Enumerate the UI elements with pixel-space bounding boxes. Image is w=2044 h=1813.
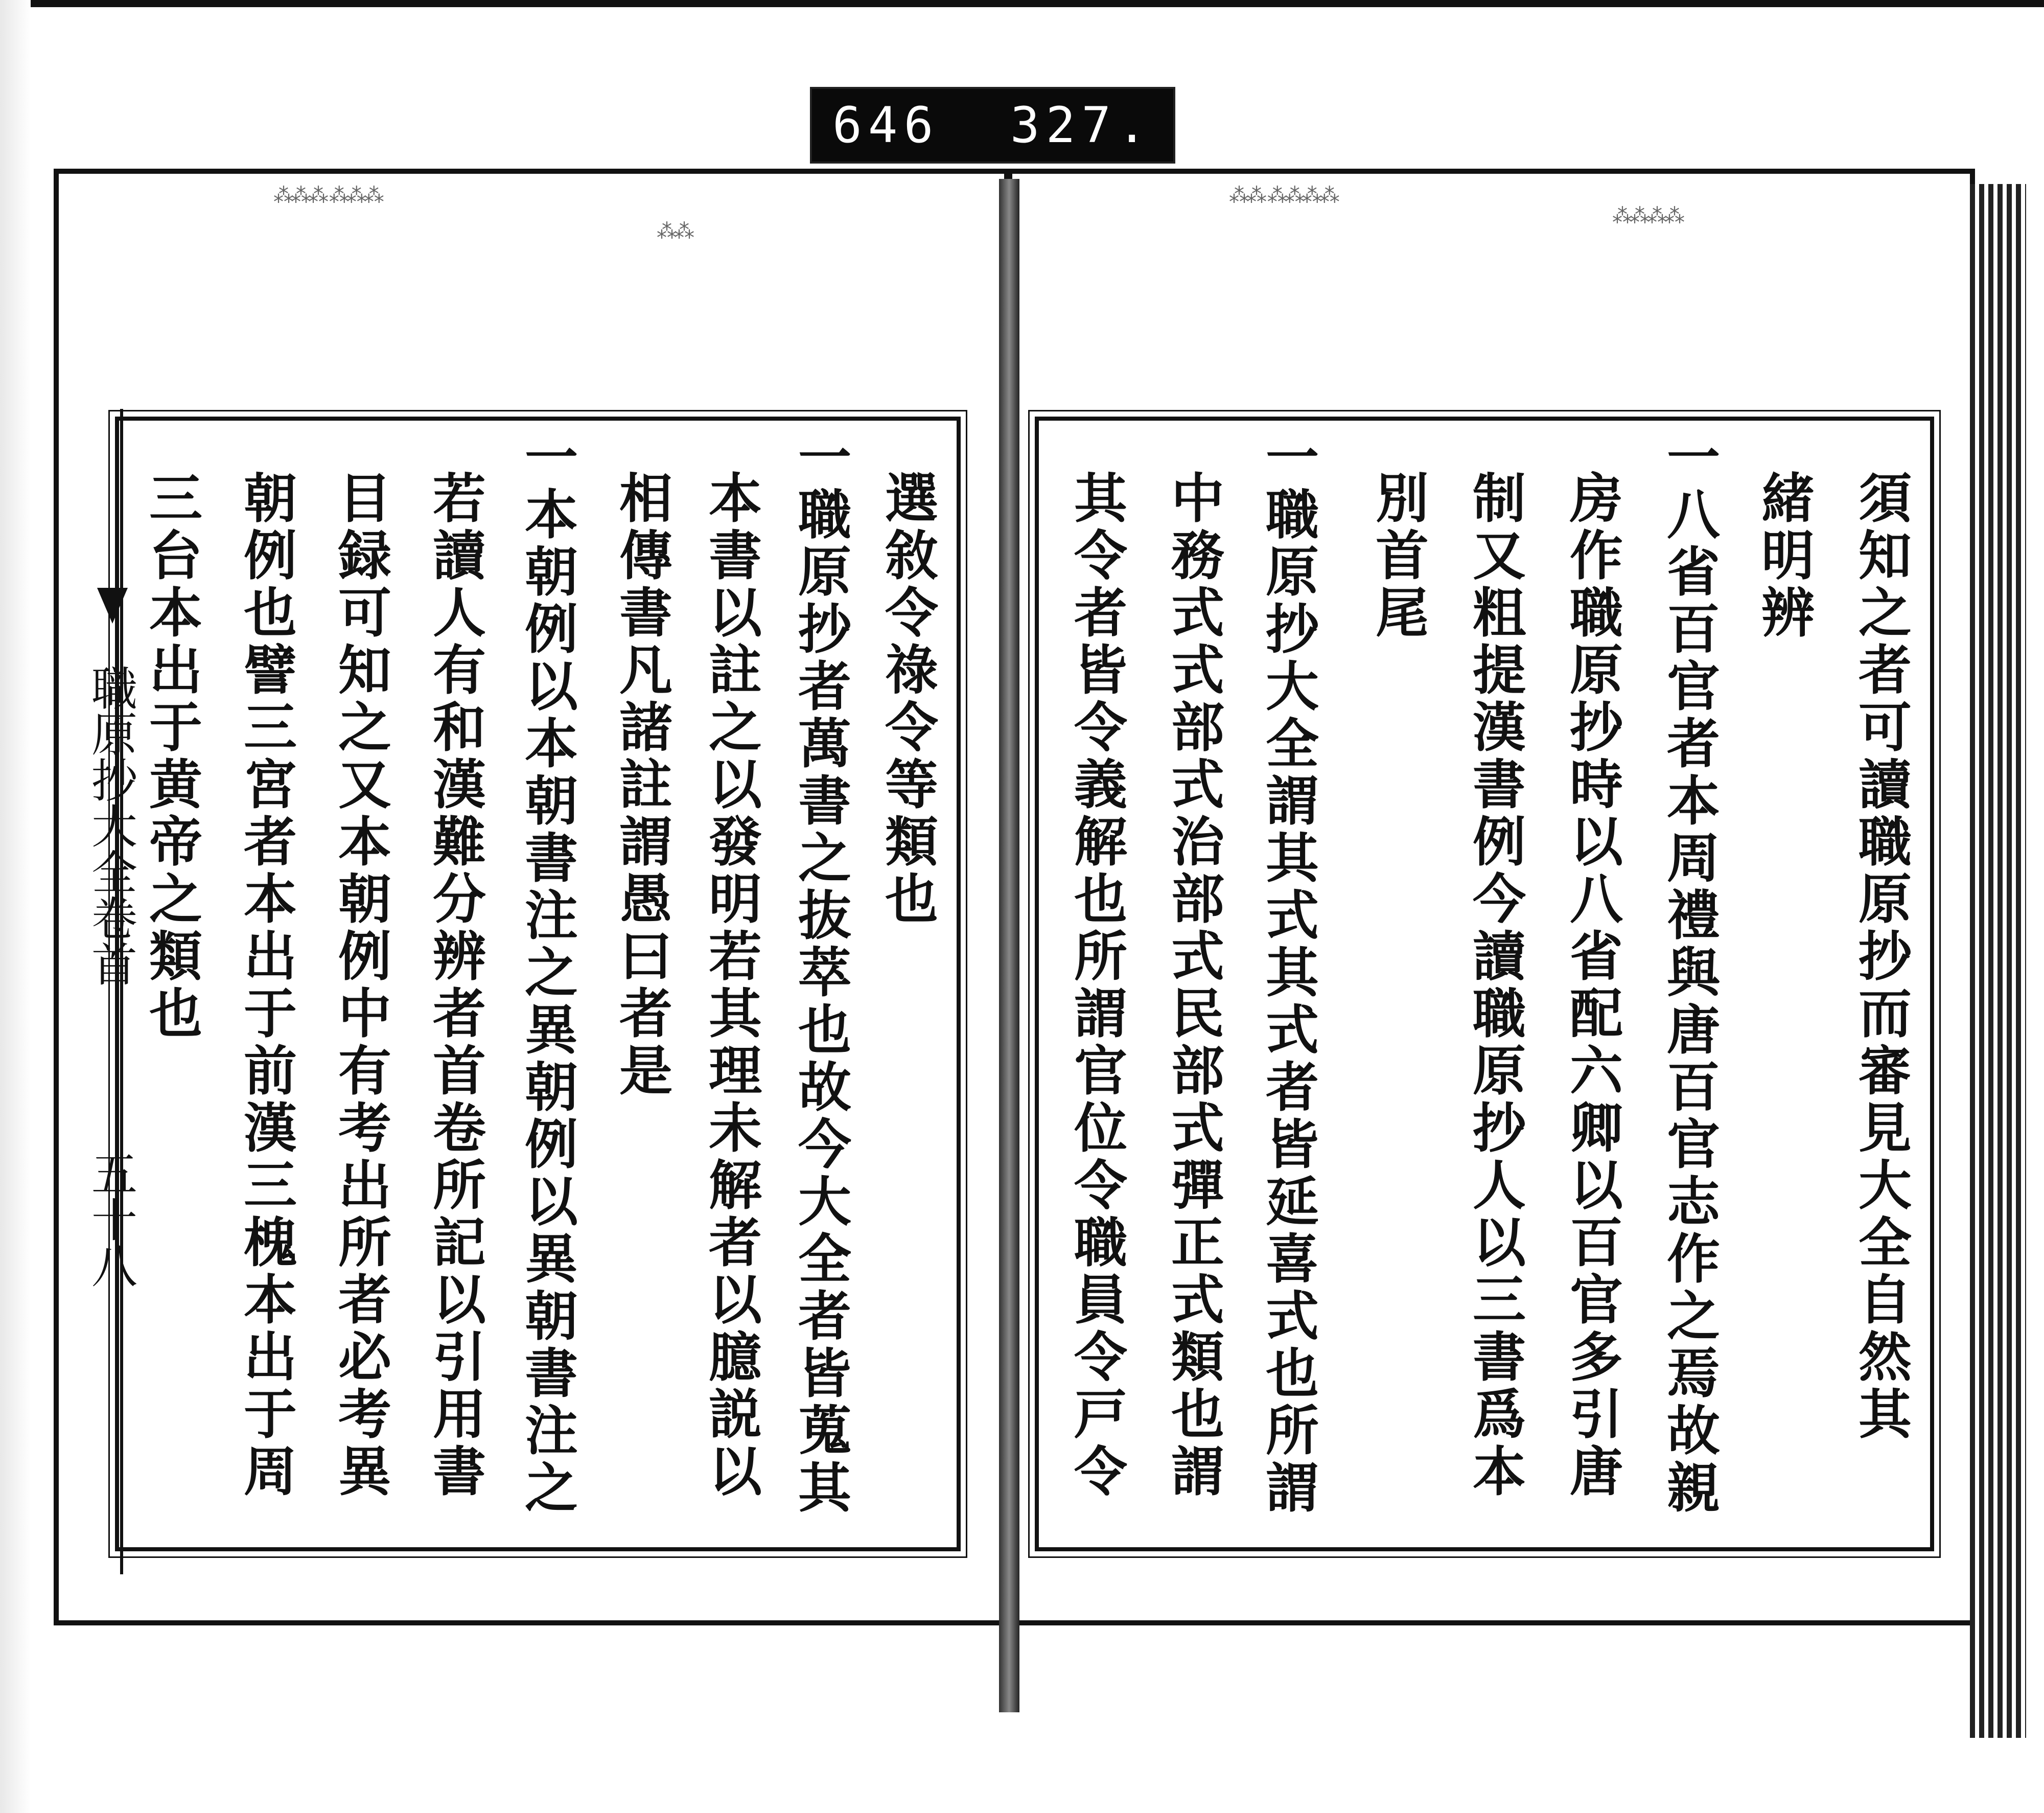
right-column-8 [1163,470,1224,1595]
column-text: 別首尾 [1366,470,1429,642]
column-text: 制又粗提漢書例今讀職原抄人以三書爲本 [1464,470,1526,1501]
banxin-title: 職原抄大全卷首 [83,664,137,986]
archive-label-left-number: 646 [832,97,940,154]
archive-label-right-number: 327. [1010,97,1153,154]
left-column-4 [611,470,672,1595]
scan-shadow [0,0,31,1813]
left-column-1 [876,470,938,1595]
column-text: 八省百官者本周禮與唐百官志作之焉故親 [1658,487,1721,1517]
column-text: 選敘令祿令等類也 [876,470,939,928]
item-marker: 一 [1257,429,1319,487]
left-column-6 [424,470,485,1595]
scan-top-edge [0,0,2044,7]
column-text: 本朝例以本朝書注之異朝例以異朝書注之 [516,487,578,1517]
banxin-page-number: 五十八 [83,1150,137,1288]
damage-mark: ⁂⁂⁂⁂ [1612,204,1682,228]
column-text: 相傳書凡諸註謂愚曰者是 [610,470,673,1100]
right-column-3 [1658,429,1720,1554]
column-text: 職原抄大全謂其式其式者皆延喜式也所謂 [1257,487,1319,1517]
left-column-9 [141,470,202,1595]
column-text: 目録可知之又本朝例中有考出所者必考異 [329,470,392,1501]
column-text: 朝例也譬三宮者本出于前漢三槐本出于周 [235,470,297,1501]
right-column-6 [1367,470,1428,1595]
right-column-7 [1257,429,1318,1554]
left-column-7 [330,470,391,1595]
item-marker: 一 [789,429,852,487]
damage-mark: ⁂⁂ [657,220,691,243]
banxin-column [64,409,123,1574]
book-spine [999,179,1019,1712]
item-marker: 一 [516,429,578,487]
damage-mark: ⁂⁂ ⁂⁂⁂⁂ [1229,184,1337,208]
right-column-9 [1065,470,1127,1595]
right-column-1 [1850,470,1911,1595]
column-text: 中務式式部式治部式民部式彈正式類也謂 [1162,470,1225,1501]
column-text: 房作職原抄時以八省配六卿以百官多引唐 [1561,470,1623,1501]
column-text: 緒明辨 [1752,470,1815,642]
column-text: 本書以註之以發明若其理未解者以臆説以 [700,470,762,1501]
right-column-2 [1753,470,1814,1595]
left-column-5 [516,429,577,1554]
column-text: 其令者皆令義解也所謂官位令職員令戸令 [1065,470,1128,1501]
left-column-3 [700,470,761,1595]
column-text: 職原抄者萬書之抜萃也故今大全者皆蒐其 [789,487,852,1517]
damage-mark: ⁂⁂⁂ ⁂⁂⁂ [273,184,381,208]
page-stack-edge [1970,184,2026,1738]
left-column-2 [789,429,851,1554]
archive-label [810,87,1175,164]
column-text: 若讀人有和漢難分辨者首卷所記以引用書 [424,470,486,1501]
item-marker: 一 [1658,429,1721,487]
right-column-5 [1464,470,1525,1595]
fish-tail-mark [97,588,128,624]
column-text: 三台本出于黄帝之類也 [140,470,203,1043]
left-column-8 [235,470,296,1595]
right-column-4 [1561,470,1622,1595]
column-text: 須知之者可讀職原抄而審見大全自然其 [1849,470,1912,1443]
